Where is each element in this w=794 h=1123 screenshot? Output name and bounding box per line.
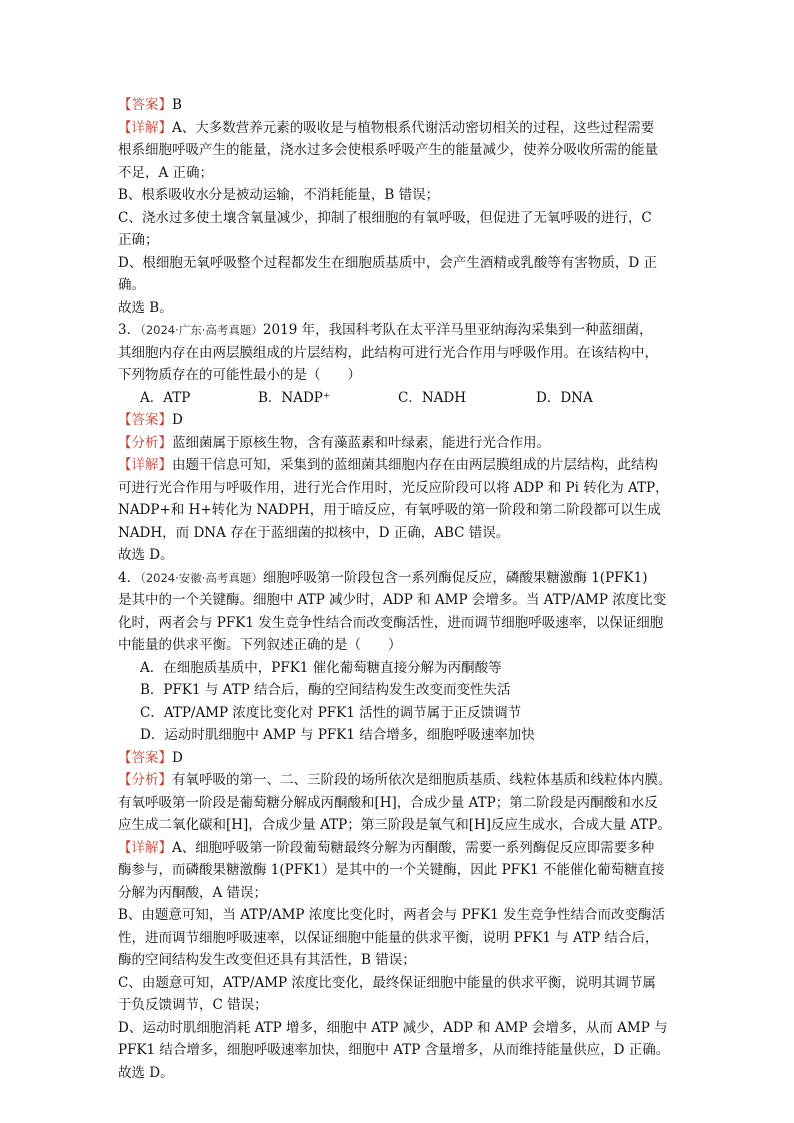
conclusion-text: 故选 D。 bbox=[118, 547, 174, 563]
option-b: B．NADP⁺ bbox=[258, 389, 331, 406]
analysis-line bbox=[118, 769, 686, 792]
question-source: （2024·安徽·高考真题） bbox=[140, 570, 263, 585]
answer-line bbox=[118, 94, 686, 117]
question-number: 3． bbox=[118, 322, 141, 338]
question-text: 下列物质存在的可能性最小的是（ ） bbox=[118, 367, 361, 383]
detail-line bbox=[118, 117, 686, 140]
option-c: C．NADH bbox=[398, 389, 466, 406]
analysis-text: 应生成二氧化碳和[H]，合成少量 ATP；第三阶段是氧气和[H]反应生成水，合成大量 ATP。 bbox=[118, 817, 671, 833]
question-source: （2024·广东·高考真题） bbox=[140, 323, 263, 337]
question-text: 中能量的供求平衡。下列叙述正确的是（ ） bbox=[118, 637, 402, 653]
analysis-text: 有氧呼吸第一阶段是葡萄糖分解成丙酮酸和[H]，合成少量 ATP；第二阶段是丙酮酸和水反 bbox=[118, 794, 658, 811]
answer-tag: 【答案】 bbox=[118, 97, 172, 113]
document-page bbox=[118, 94, 686, 1084]
option-b: B．PFK1 与 ATP 结合后，酶的空间结构发生改变而变性失活 bbox=[140, 682, 511, 698]
detail-text: 分解为丙酮酸，A 错误； bbox=[118, 884, 268, 901]
detail-text: 由题干信息可知，采集到的蓝细菌其细胞内存在由两层膜组成的片层结构，此结构 bbox=[172, 457, 658, 473]
detail-tag: 【详解】 bbox=[118, 457, 172, 473]
option-c: C．ATP/AMP 浓度比变化对 PFK1 活性的调节属于正反馈调节 bbox=[140, 704, 522, 721]
detail-tag: 【详解】 bbox=[118, 839, 172, 856]
conclusion-text: 故选 D。 bbox=[118, 1064, 174, 1081]
answer-tag: 【答案】 bbox=[118, 412, 172, 428]
question-text: 是其中的一个关键酶。细胞中 ATP 减少时，ADP 和 AMP 会增多。当 ATP/AMP 浓度比变 bbox=[118, 592, 667, 608]
detail-text: A、细胞呼吸第一阶段葡萄糖最终分解为丙酮酸，需要一系列酶促反应即需要多种 bbox=[172, 839, 655, 856]
option-a: A．在细胞质基质中，PFK1 催化葡萄糖直接分解为丙酮酸等 bbox=[140, 659, 502, 676]
question-text: 其细胞内存在由两层膜组成的片层结构，此结构可进行光合作用与呼吸作用。在该结构中， bbox=[118, 344, 658, 361]
detail-line bbox=[118, 837, 686, 860]
question-3-options bbox=[118, 387, 686, 410]
option-d: D．运动时肌细胞中 AMP 与 PFK1 结合增多，细胞呼吸速率加快 bbox=[140, 727, 535, 743]
question-text: 2019 年，我国科考队在太平洋马里亚纳海沟采集到一种蓝细菌， bbox=[262, 322, 653, 338]
detail-text: 根系细胞呼吸产生的能量，浇水过多会使根系呼吸产生的能量减少，使养分吸收所需的能量 bbox=[118, 142, 658, 158]
question-3-stem bbox=[118, 319, 686, 342]
analysis-text: 有氧呼吸的第一、二、三阶段的场所依次是细胞质基质、线粒体基质和线粒体内膜。 bbox=[172, 772, 672, 788]
detail-text: C、由题意可知，ATP/AMP 浓度比变化，最终保证细胞中能量的供求平衡，说明其调节属 bbox=[118, 974, 656, 991]
detail-text: 酶参与，而磷酸果糖激酶 1(PFK1）是其中的一个关键酶，因此 PFK1 不能催化葡萄糖直接 bbox=[118, 862, 665, 878]
detail-text: 酶的空间结构发生改变但还具有其活性，B 错误； bbox=[118, 952, 416, 968]
detail-text: B、根系吸收水分是被动运输，不消耗能量，B 错误； bbox=[118, 187, 440, 203]
detail-text: PFK1 结合增多，细胞呼吸速率加快，细胞中 ATP 含量增多，从而维持能量供应，D 正确。 bbox=[118, 1042, 670, 1058]
question-text: 化时，两者会与 PFK1 发生竞争性结合而改变酶活性，进而调节细胞呼吸速率，以保证细胞 bbox=[118, 614, 664, 631]
option-a: A．ATP bbox=[140, 389, 191, 406]
detail-text: D、运动时肌细胞消耗 ATP 增多，细胞中 ATP 减少，ADP 和 AMP 会增多，从而 AMP 与 bbox=[118, 1019, 668, 1036]
answer-value: B bbox=[172, 97, 182, 113]
answer-value: D bbox=[172, 749, 183, 766]
analysis-tag: 【分析】 bbox=[118, 434, 172, 451]
detail-text: 确。 bbox=[118, 277, 145, 293]
detail-line bbox=[118, 454, 686, 477]
detail-text: NADH，而 DNA 存在于蓝细菌的拟核中，D 正确，ABC 错误。 bbox=[118, 524, 510, 541]
question-number: 4． bbox=[118, 569, 141, 586]
question-4-stem bbox=[118, 567, 686, 590]
answer-line bbox=[118, 747, 686, 770]
analysis-tag: 【分析】 bbox=[118, 772, 172, 788]
analysis-text: 蓝细菌属于原核生物，含有藻蓝素和叶绿素，能进行光合作用。 bbox=[172, 434, 550, 451]
detail-text: 性，进而调节细胞呼吸速率，以保证细胞中能量的供求平衡，说明 PFK1 与 ATP 结合后， bbox=[118, 929, 659, 946]
question-text: 细胞呼吸第一阶段包含一系列酶促反应，磷酸果糖激酶 1(PFK1) bbox=[262, 569, 648, 586]
detail-text: A、大多数营养元素的吸收是与植物根系代谢活动密切相关的过程，这些过程需要 bbox=[172, 119, 655, 136]
option-d: D．DNA bbox=[536, 389, 593, 406]
detail-text: 正确； bbox=[118, 232, 159, 248]
answer-tag: 【答案】 bbox=[118, 749, 172, 766]
answer-line bbox=[118, 409, 686, 432]
detail-text: NADP+和 H+转化为 NADPH，用于暗反应，有氧呼吸的第一阶段和第二阶段都可以生成 bbox=[118, 502, 661, 518]
detail-text: 可进行光合作用与呼吸作用，进行光合作用时，光反应阶段可以将 ADP 和 Pi 转化为 ATP， bbox=[118, 479, 669, 496]
conclusion-text: 故选 B。 bbox=[118, 299, 173, 316]
answer-value: D bbox=[172, 412, 183, 428]
detail-tag: 【详解】 bbox=[118, 119, 172, 136]
detail-text: D、根细胞无氧呼吸整个过程都发生在细胞质基质中，会产生酒精或乳酸等有害物质，D 正 bbox=[118, 254, 657, 271]
detail-text: C、浇水过多使土壤含氧量减少，抑制了根细胞的有氧呼吸，但促进了无氧呼吸的进行，C bbox=[118, 209, 652, 226]
analysis-line bbox=[118, 432, 686, 455]
detail-text: 不足，A 正确； bbox=[118, 164, 214, 181]
detail-text: B、由题意可知，当 ATP/AMP 浓度比变化时，两者会与 PFK1 发生竞争性结合而改变酶活 bbox=[118, 907, 666, 923]
detail-text: 于负反馈调节，C 错误； bbox=[118, 997, 268, 1013]
